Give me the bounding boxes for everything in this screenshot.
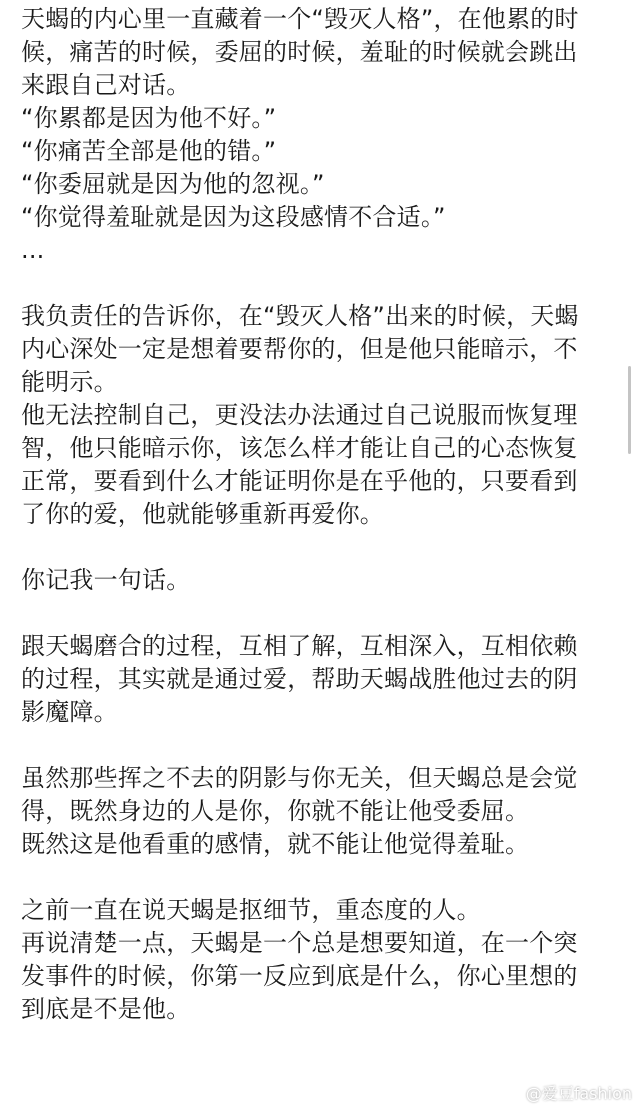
paragraph-3	[21, 564, 631, 597]
text-line: “你累都是因为他不好。”	[21, 104, 277, 132]
text-line: 虽然那些挥之不去的阴影与你无关，但天蝎总是会觉	[21, 764, 578, 792]
paragraph-gap	[21, 531, 631, 564]
text-line: 的过程，其实就是通过爱，帮助天蝎战胜他过去的阴	[21, 665, 578, 693]
text-line: 你记我一句话。	[21, 566, 191, 594]
text-line: 既然这是他看重的感情，就不能让他觉得羞耻。	[21, 830, 530, 858]
weibo-icon	[499, 1084, 521, 1102]
paragraph-1	[21, 3, 631, 267]
text-line: 发事件的时候，你第一反应到底是什么，你心里想的	[21, 962, 578, 990]
text-line: 跟天蝎磨合的过程，互相了解，互相深入，互相依赖	[21, 632, 578, 660]
text-line: 我负责任的告诉你，在“毁灭人格”出来的时候，天蝎	[21, 302, 579, 330]
text-line: 了你的爱，他就能够重新再爱你。	[21, 500, 384, 528]
paragraph-2	[21, 300, 631, 531]
paragraph-4	[21, 630, 631, 729]
text-line: 正常，要看到什么才能证明你是在乎他的，只要看到	[21, 467, 578, 495]
text-line: 天蝎的内心里一直藏着一个“毁灭人格”，在他累的时	[21, 5, 579, 33]
text-line: 得，既然身边的人是你，你就不能让他受委屈。	[21, 797, 530, 825]
text-line: 智，他只能暗示你，该怎么样才能让自己的心态恢复	[21, 434, 578, 462]
text-line: 来跟自己对话。	[21, 71, 191, 99]
text-line: 能明示。	[21, 368, 118, 396]
paragraph-gap	[21, 861, 631, 894]
article-body	[21, 0, 631, 1026]
paragraph-5	[21, 762, 631, 861]
text-line: 到底是不是他。	[21, 995, 191, 1023]
text-line: “你觉得羞耻就是因为这段感情不合适。”	[21, 203, 446, 231]
text-line: 再说清楚一点，天蝎是一个总是想要知道，在一个突	[21, 929, 578, 957]
text-line: 内心深处一定是想着要帮你的，但是他只能暗示，不	[21, 335, 578, 363]
text-line: “你痛苦全部是他的错。”	[21, 137, 277, 165]
text-line: 他无法控制自己，更没法办法通过自己说服而恢复理	[21, 401, 578, 429]
paragraph-gap	[21, 729, 631, 762]
paragraph-gap	[21, 597, 631, 630]
scrollbar-thumb[interactable]	[628, 366, 631, 454]
watermark-text: @爱豆fashion	[525, 1084, 632, 1103]
text-line: 影魔障。	[21, 698, 118, 726]
text-line: 候，痛苦的时候，委屈的时候，羞耻的时候就会跳出	[21, 38, 578, 66]
text-line: “你委屈就是因为他的忽视。”	[21, 170, 325, 198]
watermark	[499, 1081, 632, 1104]
paragraph-gap	[21, 267, 631, 300]
text-line: ...	[21, 236, 45, 264]
text-line: 之前一直在说天蝎是抠细节，重态度的人。	[21, 896, 481, 924]
paragraph-6	[21, 894, 631, 1026]
